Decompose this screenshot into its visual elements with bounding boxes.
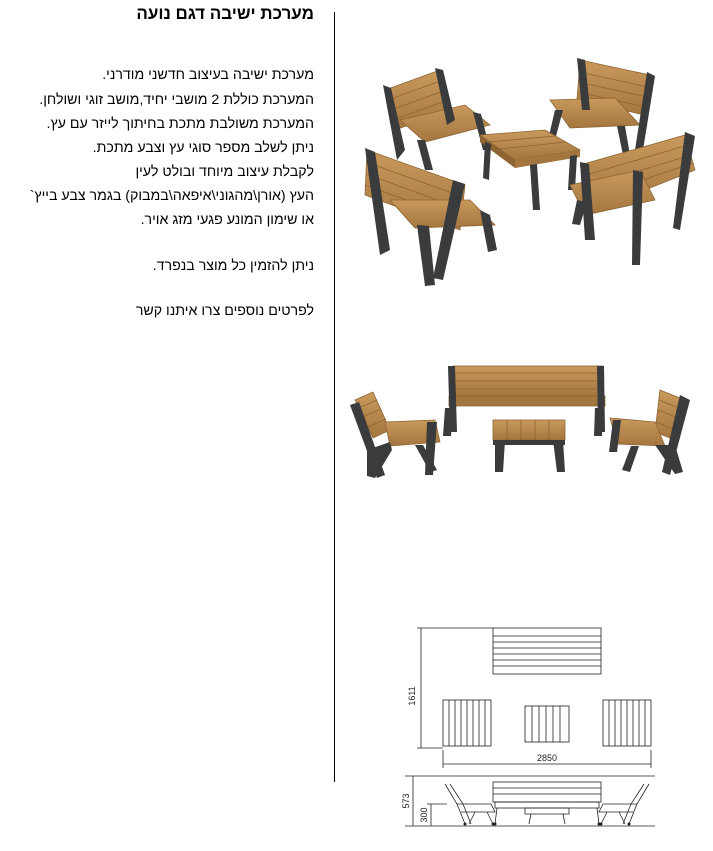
dimension-width-label: 2850: [536, 753, 558, 763]
description-line-2: המערכת כוללת 2 מושבי יחיד,מושב זוגי ושולחן.: [39, 92, 314, 108]
dimension-total-height-label: 573: [401, 793, 411, 809]
order-note: ניתן להזמין כל מוצר בנפרד.: [152, 258, 314, 274]
column-divider: [334, 12, 335, 782]
dimension-seat-height-label: 300: [419, 807, 429, 823]
contact-note: לפרטים נוספים צרו איתנו קשר: [135, 303, 314, 319]
description-line-7: או שימון המונע פגעי מזג אויר.: [140, 212, 314, 228]
description-line-6: העץ (אורן\מהגוני\איפאה\במבוק) בגמר צבע בייץ`: [29, 188, 314, 204]
product-title: מערכת ישיבה דגם נועה: [136, 4, 314, 23]
description-column: [0, 0, 318, 851]
dimension-depth-label: 1611: [407, 686, 417, 706]
technical-drawing: [395, 618, 665, 850]
description-line-5: לקבלת עיצוב מיוחד ובולט לעין: [135, 164, 314, 180]
product-photo-chairs-and-table: [355, 50, 700, 290]
product-photo-bench-set: [345, 360, 705, 485]
description-line-1: מערכת ישיבה בעיצוב חדשני מודרני.: [102, 67, 314, 83]
description-line-4: ניתן לשלב מספר סוגי עץ וצבע מתכת.: [92, 140, 314, 156]
description-line-3: המערכת משולבת מתכת בחיתוך לייזר עם עץ.: [46, 116, 314, 132]
